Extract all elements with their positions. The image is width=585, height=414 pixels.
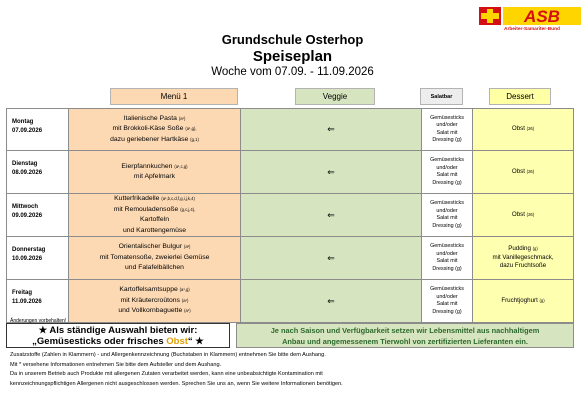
menu-cell (69, 237, 241, 279)
week-range: Woche vom 07.09. - 11.09.2026 (211, 66, 374, 78)
footnote-line: kennzeichnungspflichtigen Allergenen nicht ausgeschlossen werden. Sprechen Sie uns an, wenn Sie weitere Informationen benötigen. (10, 380, 343, 387)
arrow-left-icon: ⇐ (327, 166, 335, 177)
date: 11.09.2026 (12, 299, 42, 305)
weekday: Montag (12, 119, 34, 125)
dessert-line: Fruchtjoghurt (g) (501, 296, 545, 304)
date: 08.09.2026 (12, 170, 43, 176)
allergen-code: (a¹,b,c,d,f,g,i,j,k,4) (161, 196, 195, 201)
allergen-code: (26) (526, 211, 535, 217)
menu-line: mit Brokkoli-Käse Soße (a¹,g), (112, 125, 197, 133)
allergen-code: (g) (532, 246, 538, 252)
footnotes (10, 351, 580, 389)
veggie-cell (241, 109, 422, 150)
salat-line: und/oder (436, 122, 458, 128)
veggie-cell (241, 237, 422, 279)
salat-line: Gemüsesticks (430, 243, 464, 249)
dessert-line: Obst (26) (511, 167, 535, 175)
allergen-code: (26) (526, 168, 535, 174)
menu-cell (69, 194, 241, 236)
changes-note: Änderungen vorbehalten! (10, 318, 67, 324)
day-cell (7, 280, 69, 322)
salat-line: Salat mit (436, 129, 458, 136)
weekday: Freitag (12, 290, 33, 296)
weekday: Mittwoch (12, 204, 38, 210)
allergen-code: (a¹,g) (179, 287, 190, 293)
table-row (6, 237, 574, 280)
salat-line: und/oder (436, 164, 458, 171)
column-header-menu: Menü 1 (110, 88, 238, 105)
table-row (6, 194, 574, 237)
menu-line: Kutterfrikadelle (a¹,b,c,d,f,g,i,j,k,4) (114, 195, 195, 202)
sustainability-box (236, 323, 574, 348)
menu-line: und Vollkornbaguette (a¹) (118, 307, 191, 315)
allergen-code: (a¹,g), (185, 126, 197, 132)
salat-cell (422, 237, 473, 279)
day-cell (7, 109, 69, 150)
menu-line: Italienische Pasta (a¹) (123, 114, 186, 122)
dessert-cell (473, 194, 573, 236)
dessert-line: Obst (26) (511, 210, 535, 218)
menu-line: mit Remouladensoße (g,c,j,4), (113, 205, 196, 213)
menu-cell (69, 109, 241, 150)
page-title: Speiseplan (252, 48, 333, 65)
salat-line: Dressing (g) (432, 179, 462, 186)
footnote-line: Da in unserem Betrieb auch Produkte mit allergenen Zutaten verarbeitet werden, kann eine unbeabsichtigte Kontamination mit (10, 371, 323, 378)
salat-line: Dressing (g) (432, 265, 462, 272)
veggie-cell (241, 151, 422, 193)
salat-cell (422, 194, 473, 236)
salat-line: Dressing (g) (432, 222, 462, 229)
sustainability-line2: Anbau und angemessenem Tierwohl von zertifizierten Lieferanten ein. (282, 337, 528, 346)
salat-cell (422, 151, 473, 193)
arrow-left-icon: ⇐ (327, 295, 335, 306)
dessert-cell (473, 151, 573, 193)
arrow-left-icon: ⇐ (327, 209, 335, 220)
salat-cell (422, 280, 473, 322)
date: 09.09.2026 (12, 213, 43, 219)
menu-cell (69, 151, 241, 193)
salat-line: Gemüsesticks (430, 157, 464, 163)
table-row (6, 151, 574, 194)
menu-line: Kartoffelsamtsuppe (a¹,g) (119, 286, 190, 294)
menu-line: dazu geriebener Hartkäse (g,1) (110, 135, 199, 143)
date: 10.09.2026 (12, 256, 43, 262)
weekday: Donnerstag (12, 247, 46, 253)
column-header-salatbar: Salatbar (420, 88, 463, 105)
menu-table (6, 108, 574, 323)
salat-line: Gemüsesticks (430, 200, 464, 206)
logo-tagline: Arbeiter-Samariter-Bund (504, 27, 560, 32)
veggie-cell (241, 280, 422, 322)
salat-cell (422, 109, 473, 150)
salat-line: Salat mit (436, 301, 458, 307)
table-row (6, 108, 574, 151)
svg-text:ASB: ASB (524, 7, 560, 26)
salat-line: und/oder (436, 207, 458, 214)
allergen-code: (g) (539, 297, 545, 303)
allergen-code: (a²) (183, 244, 191, 250)
menu-line: Orientalischer Bulgur (a²) (118, 243, 191, 251)
dessert-line: mit Vanillegeschmack, (492, 253, 554, 261)
salat-line: Gemüsesticks (430, 114, 464, 121)
menu-line: Eierpfannkuchen (a¹,c,g) (121, 162, 188, 170)
weekday: Dienstag (12, 161, 38, 167)
allergen-code: (a¹) (178, 115, 186, 121)
salat-line: Gemüsesticks (430, 286, 464, 292)
menu-line: mit Kräutercroûtons (a¹) (120, 296, 189, 304)
column-header-veggie: Veggie (295, 88, 375, 105)
day-cell (7, 237, 69, 279)
arrow-left-icon: ⇐ (327, 252, 335, 263)
veggie-cell (241, 194, 422, 236)
standing-offer-line1: ★ Als ständige Auswahl bieten wir: (38, 325, 198, 336)
allergen-code: (a¹) (184, 308, 191, 314)
menu-cell (69, 280, 241, 322)
salat-line: Salat mit (436, 215, 458, 221)
dessert-cell (473, 237, 573, 279)
menu-line: Kartoffeln (140, 216, 169, 223)
table-row (6, 280, 574, 323)
dessert-cell (473, 280, 573, 322)
allergen-code: (26) (526, 126, 535, 132)
menu-line: mit Tomatensoße, zweierlei Gemüse (99, 253, 210, 261)
salat-line: Dressing (g) (432, 137, 462, 143)
dessert-line: Obst (26) (511, 125, 535, 133)
dessert-cell (473, 109, 573, 150)
allergen-code: (g,1) (190, 136, 199, 142)
date: 07.09.2026 (12, 128, 43, 134)
footnote-line: Zusatzstoffe (Zahlen in Klammern) - und Allergenkennzeichnung (Buchstaben in Klammern) entnehmen Sie bitte dem Aushang. (10, 352, 326, 358)
menu-line: mit Apfelmark (133, 173, 176, 180)
menu-line: und Falafelbällchen (125, 264, 184, 272)
menu-line: und Karottengemüse (122, 226, 187, 234)
standing-offer-box (6, 323, 230, 348)
salat-line: Salat mit (436, 258, 458, 264)
dessert-line: Pudding (g) (508, 245, 538, 253)
salat-line: Dressing (g) (432, 308, 462, 315)
salat-line: und/oder (436, 250, 458, 257)
sustainability-line1: Je nach Saison und Verfügbarkeit setzen wir Lebensmittel aus nachhaltigem (270, 326, 540, 335)
footnote-line: Mit * versehene Informationen entnehmen Sie bitte dem Aufsteller und dem Aushang. (10, 361, 222, 368)
school-name: Grundschule Osterhop (221, 32, 364, 47)
standing-offer-line2: „Gemüsesticks oder frisches Obst“ ★ (32, 336, 204, 347)
day-cell (7, 151, 69, 193)
salat-line: Salat mit (436, 172, 458, 178)
allergen-code: (g,c,j,4), (180, 206, 196, 212)
allergen-code: (a¹) (181, 297, 189, 303)
salat-line: und/oder (436, 293, 458, 300)
dessert-line: dazu Fruchtsoße (499, 262, 547, 270)
day-cell (7, 194, 69, 236)
allergen-code: (a¹,c,g) (174, 163, 188, 169)
column-header-dessert: Dessert (489, 88, 551, 105)
arrow-left-icon: ⇐ (327, 124, 335, 134)
